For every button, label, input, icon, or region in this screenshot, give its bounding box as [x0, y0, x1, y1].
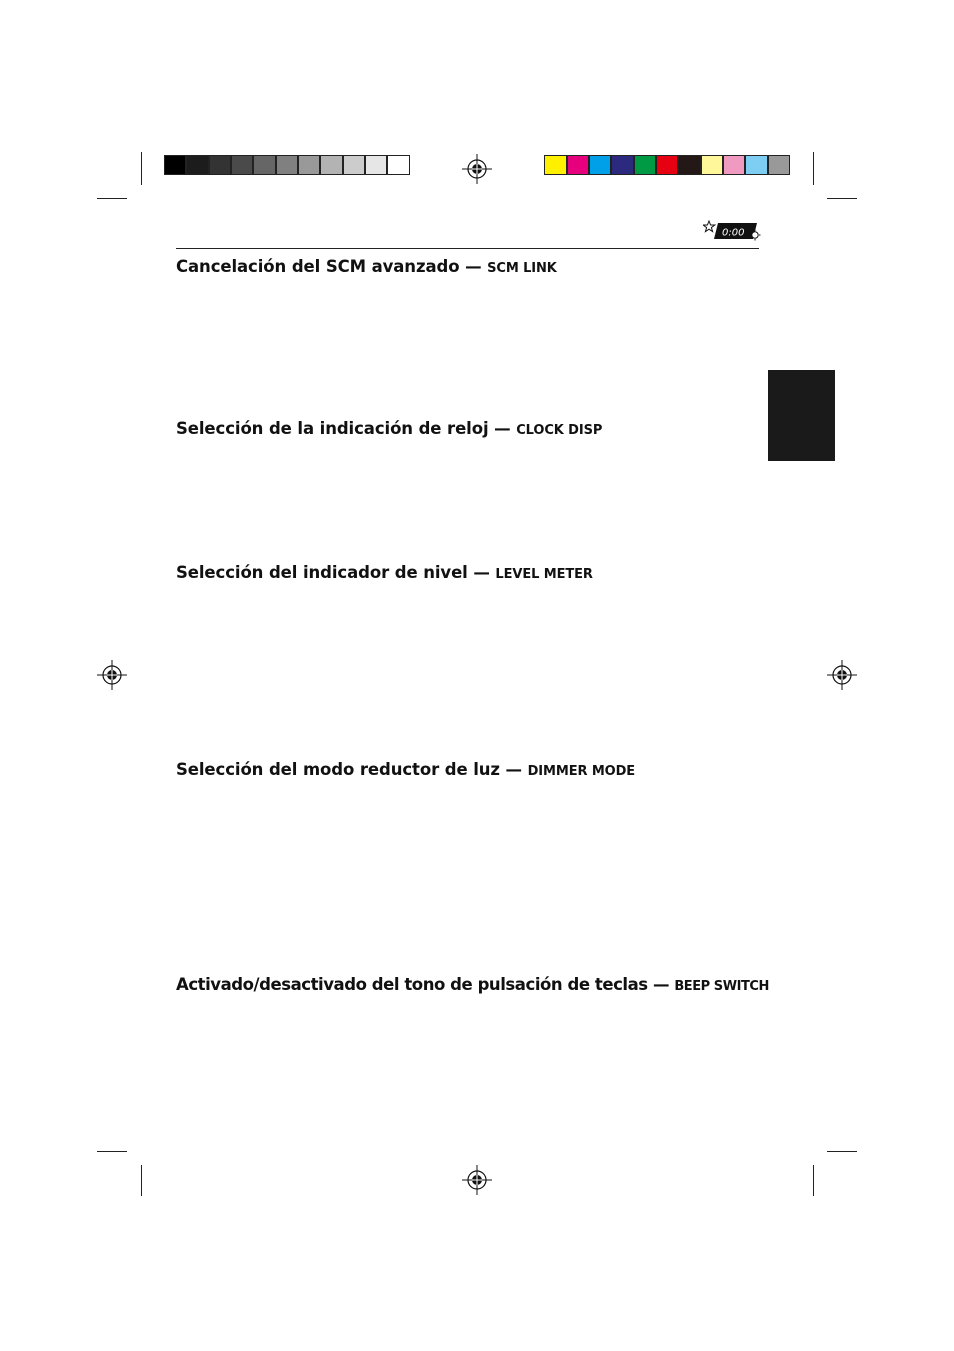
gray-swatch	[164, 155, 186, 175]
color-swatch	[768, 155, 790, 175]
section-title: Activado/desactivado del tono de pulsación de teclas —	[176, 975, 675, 994]
gray-swatch	[186, 155, 209, 175]
section-title: Selección del indicador de nivel —	[176, 563, 496, 582]
section-heading-dimmer-mode	[176, 760, 635, 779]
gray-swatch	[231, 155, 253, 175]
gray-swatch	[298, 155, 320, 175]
section-title: Cancelación del SCM avanzado —	[176, 257, 488, 276]
section-heading-beep-switch	[176, 975, 769, 994]
section-code: CLOCK DISP	[516, 423, 603, 438]
color-swatch	[723, 155, 745, 175]
header-rule	[176, 248, 759, 249]
section-code: BEEP SWITCH	[674, 979, 769, 994]
color-swatch	[634, 155, 656, 175]
registration-mark-icon	[462, 154, 492, 184]
color-swatch	[701, 155, 723, 175]
gray-swatch	[253, 155, 276, 175]
color-swatch	[544, 155, 567, 175]
section-title: Selección del modo reductor de luz —	[176, 760, 528, 779]
section-code: DIMMER MODE	[527, 764, 636, 779]
gray-swatch	[320, 155, 343, 175]
section-code: LEVEL METER	[495, 567, 593, 582]
registration-mark-icon	[97, 660, 127, 690]
color-swatch	[678, 155, 701, 175]
clock-settings-icon	[703, 220, 761, 242]
gray-swatch	[276, 155, 298, 175]
gray-swatch	[365, 155, 387, 175]
color-swatch	[656, 155, 678, 175]
section-heading-scm-link	[176, 257, 557, 276]
section-code: SCM LINK	[487, 261, 557, 276]
color-swatch	[589, 155, 611, 175]
registration-mark-icon	[462, 1165, 492, 1195]
section-tab	[768, 370, 835, 461]
section-heading-clock-disp	[176, 419, 602, 438]
gray-swatch	[343, 155, 365, 175]
registration-mark-icon	[827, 660, 857, 690]
clock-icon-text: 0:00	[722, 227, 745, 239]
gray-swatch	[387, 155, 410, 175]
color-swatch	[611, 155, 634, 175]
section-heading-level-meter	[176, 563, 593, 582]
color-swatch	[745, 155, 768, 175]
color-swatch	[567, 155, 589, 175]
gray-swatch	[209, 155, 231, 175]
section-title: Selección de la indicación de reloj —	[176, 419, 517, 438]
